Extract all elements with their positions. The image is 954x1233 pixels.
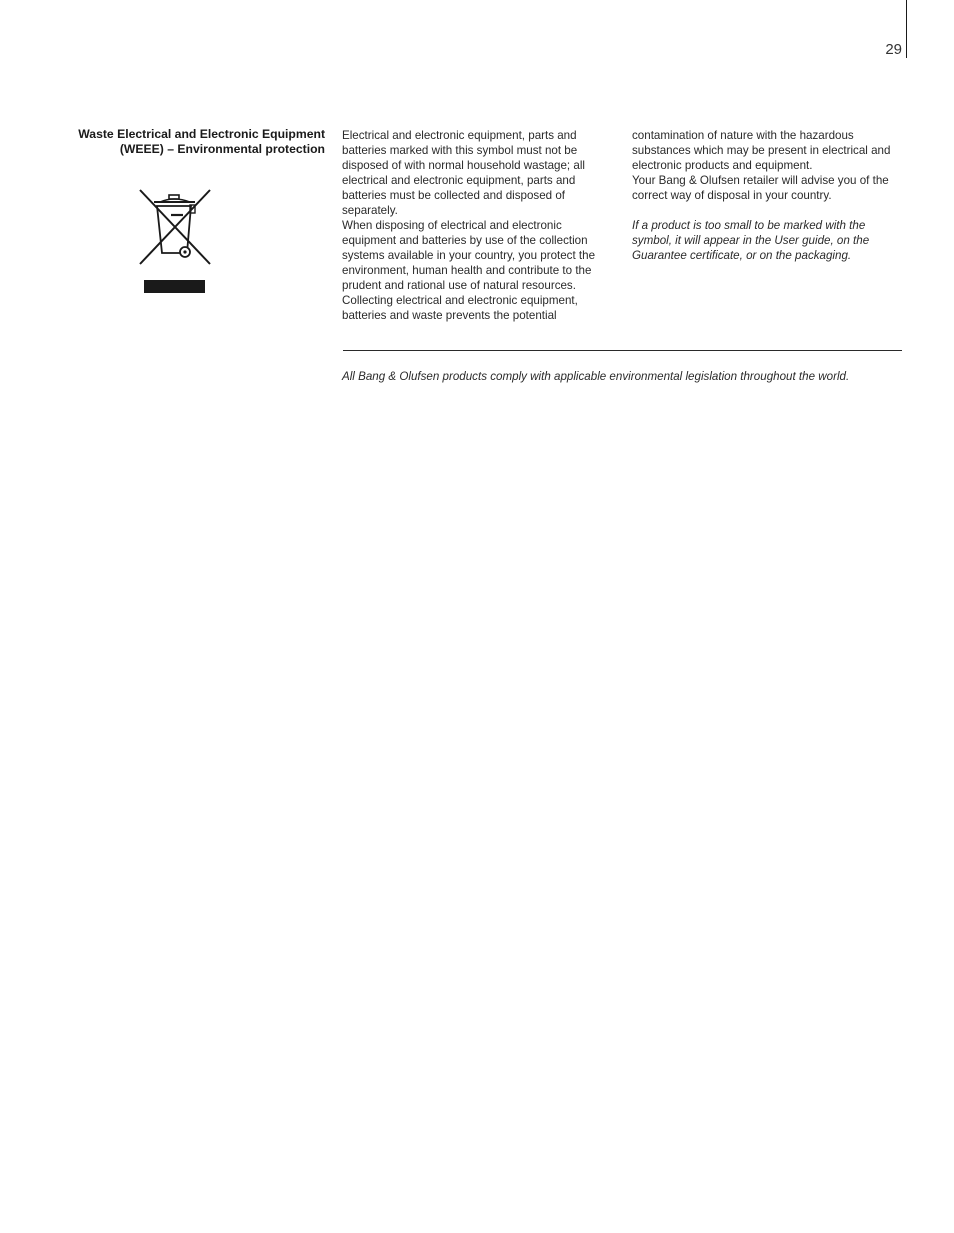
body-paragraph: Electrical and electronic equipment, parts and batteries marked with this symbol must not be disposed of with normal household wastage; all electrical and electronic equipment, parts and batteries must be collected and disposed of separately. (342, 129, 585, 217)
section-heading-line-1: Waste Electrical and Electronic Equipment (78, 127, 325, 141)
section-divider (343, 350, 902, 351)
body-column-1 (342, 128, 617, 323)
section-heading (60, 127, 325, 157)
paragraph-spacer (632, 203, 907, 218)
crossed-out-wheelie-bin-icon (138, 188, 212, 296)
body-paragraph: When disposing of electrical and electronic equipment and batteries by use of the collection systems available in your country, you protect the environment, human health and contribute to the prudent and rational use of natural resources. Collecting electrical and electronic equipment, batteries and waste prevents the potential (342, 219, 596, 322)
page-edge-line (906, 0, 907, 58)
body-column-2 (632, 128, 907, 263)
body-paragraph: contamination of nature with the hazardous substances which may be present in electrical and electronic products and equipment. (632, 129, 891, 172)
page-number: 29 (885, 41, 902, 58)
small-product-note: If a product is too small to be marked with the symbol, it will appear in the User guide, on the Guarantee certificate, or on the packaging. (632, 219, 870, 262)
environmental-compliance-note: All Bang & Olufsen products comply with applicable environmental legislation throughout the world. (342, 370, 850, 383)
body-paragraph: Your Bang & Olufsen retailer will advise you of the correct way of disposal in your country. (632, 174, 889, 202)
section-heading-line-2: (WEEE) – Environmental protection (119, 142, 325, 156)
